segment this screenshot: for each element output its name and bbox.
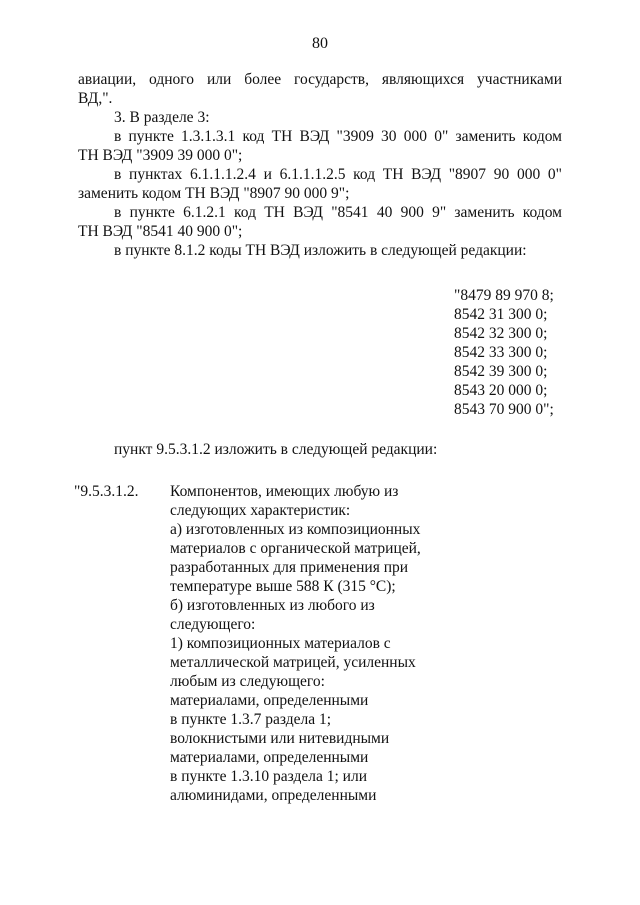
- code-list-item: 8543 70 900 0";: [454, 401, 554, 418]
- item-text-line: волокнистыми или нитевидными: [170, 730, 390, 747]
- item-text-line: материалами, определенными: [170, 692, 369, 709]
- item-text-line: алюминидами, определенными: [170, 787, 377, 804]
- item-text-line: металлической матрицей, усиленных: [170, 654, 416, 671]
- amendment-line: ТН ВЭД "8541 40 900 0";: [78, 223, 243, 240]
- item-text: [170, 482, 430, 805]
- item-text-line: а) изготовленных из композиционных: [170, 521, 421, 538]
- paragraph-line: ВД,".: [78, 90, 113, 107]
- item-text-line: любым из следующего:: [170, 673, 325, 690]
- code-list-item: "8479 89 970 8;: [454, 287, 554, 304]
- item-text-line: следующих характеристик:: [170, 502, 351, 519]
- amendment-line: в пункте 6.1.2.1 код ТН ВЭД "8541 40 900 9" заменить кодом: [114, 204, 562, 221]
- item-text-line: следующего:: [170, 616, 256, 633]
- instruction-line: пункт 9.5.3.1.2 изложить в следующей редакции:: [114, 441, 438, 458]
- item-text-line: разработанных для применения при: [170, 559, 409, 576]
- code-list-item: 8543 20 000 0;: [454, 382, 548, 399]
- code-list-item: 8542 32 300 0;: [454, 325, 548, 342]
- item-text-line: материалов с органической матрицей,: [170, 540, 421, 557]
- item-text-line: 1) композиционных материалов с: [170, 635, 391, 652]
- item-text-line: Компонентов, имеющих любую из: [170, 483, 399, 500]
- body-text: [78, 70, 562, 260]
- code-list-item: 8542 39 300 0;: [454, 363, 548, 380]
- amendment-line: ТН ВЭД "3909 39 000 0";: [78, 147, 243, 164]
- item-text-line: материалами, определенными: [170, 749, 369, 766]
- page-number: 80: [312, 35, 328, 52]
- amendment-line: в пункте 1.3.1.3.1 код ТН ВЭД "3909 30 000 0" заменить кодом: [114, 128, 562, 145]
- paragraph-line: авиации, одного или более государств, являющихся участниками: [78, 71, 562, 88]
- amendment-line: в пункте 8.1.2 коды ТН ВЭД изложить в следующей редакции:: [114, 242, 527, 259]
- item-text-line: температуре выше 588 К (315 °С);: [170, 578, 396, 595]
- item-text-line: в пункте 1.3.7 раздела 1;: [170, 711, 332, 728]
- item-number: "9.5.3.1.2.: [74, 483, 139, 500]
- amendment-line: заменить кодом ТН ВЭД "8907 90 000 9";: [78, 185, 350, 202]
- amendment-line: в пунктах 6.1.1.1.2.4 и 6.1.1.1.2.5 код ТН ВЭД "8907 90 000 0": [114, 166, 562, 183]
- section-heading: 3. В разделе 3:: [114, 109, 210, 126]
- code-list: [454, 286, 594, 419]
- item-text-line: в пункте 1.3.10 раздела 1; или: [170, 768, 367, 785]
- code-list-item: 8542 33 300 0;: [454, 344, 548, 361]
- item-text-line: б) изготовленных из любого из: [170, 597, 375, 614]
- code-list-item: 8542 31 300 0;: [454, 306, 548, 323]
